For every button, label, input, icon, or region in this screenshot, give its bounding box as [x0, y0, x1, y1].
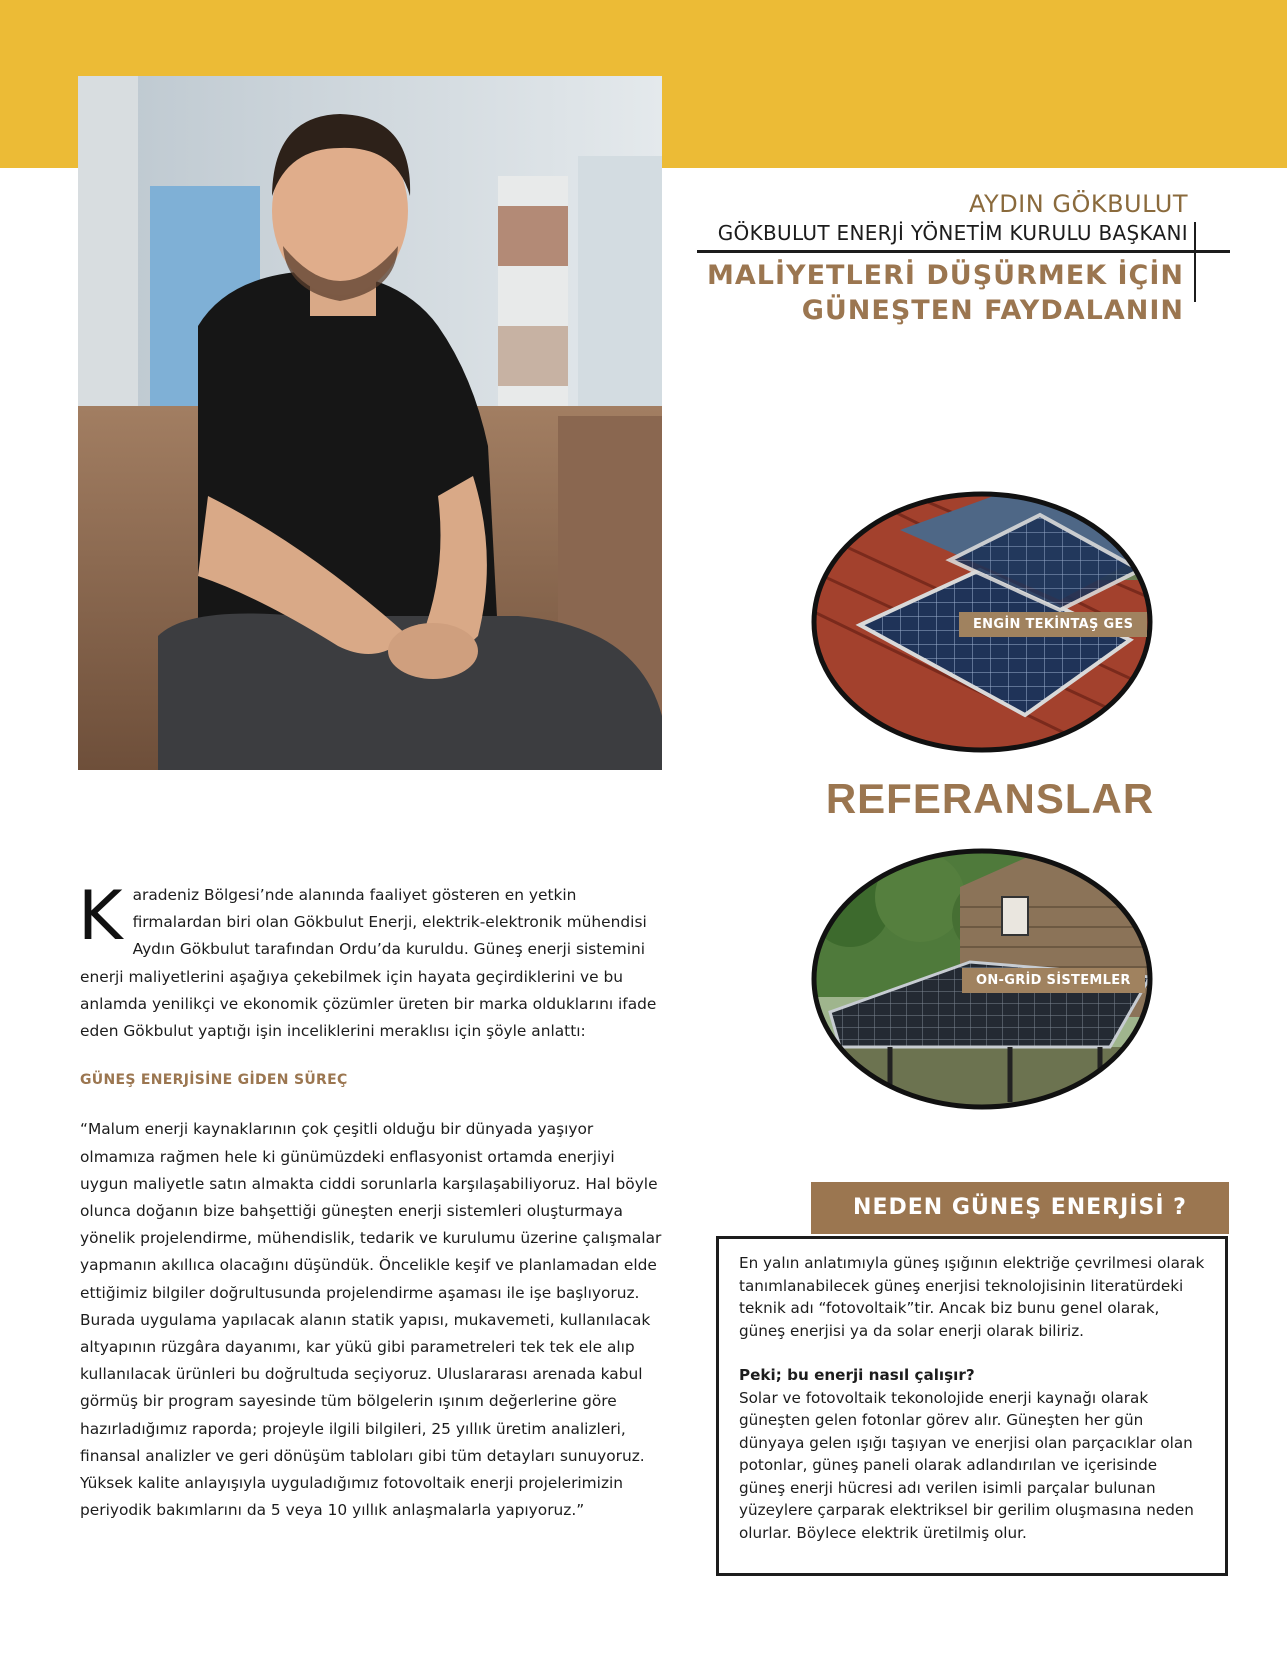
- sidebar-title: NEDEN GÜNEŞ ENERJİSİ ?: [811, 1182, 1229, 1234]
- article-intro: [78, 877, 666, 1045]
- intro-text: aradeniz Bölgesi’nde alanında faaliyet gösteren en yetkin firmalardan biri olan Gökbulut Enerji, elektrik-elektronik mühendisi Aydın Gökbulut tarafından Ordu’da kuruldu. Güneş enerji sistemini enerji maliyetlerini aşağıya çekebilmek için hayata geçirdiklerini ve bu anlamda yenilikçi ve ekonomik çözümler üreten bir marka olduklarını ifade eden Gökbulut yaptığı işin inceliklerini meraklısı için şöyle anlattı:: [80, 886, 657, 1041]
- article-headline: [697, 258, 1184, 328]
- reference-label-2: ON-GRİD SİSTEMLER: [962, 968, 1145, 993]
- drop-cap: K: [78, 877, 123, 956]
- headline-line-2: GÜNEŞTEN FAYDALANIN: [801, 295, 1184, 326]
- article-body: [78, 877, 666, 1524]
- sidebar-question: Peki; bu enerji nasıl çalışır?: [739, 1366, 975, 1384]
- headline-line-1: MALİYETLERİ DÜŞÜRMEK İÇİN: [707, 260, 1184, 291]
- article-subheading: GÜNEŞ ENERJİSİNE GİDEN SÜREÇ: [80, 1072, 348, 1089]
- reference-label-1: ENGİN TEKİNTAŞ GES: [959, 612, 1147, 637]
- person-name: AYDIN GÖKBULUT: [968, 190, 1188, 218]
- article-quote: “Malum enerji kaynaklarının çok çeşitli olduğu bir dünyada yaşıyor olmamıza rağmen hele ki günümüzdeki enflasyonist ortamda enerjiyi uygun maliyetle satın almakta ciddi sorunlarla karşılaşabiliyoruz. Hal böyle olunca doğanın bize bahşettiği güneşten enerji sistemleri oluşturmaya yönelik projelendirme, mühendislik, tedarik ve kurulumu üzerine çalışmalar yapmanın akıllıca olacağını düşündük. Öncelikle keşif ve planlamadan elde ettiğimiz bilgiler doğrultusunda projelendirme aşaması ile işe başlıyoruz. Burada uygulama yapılacak alanın statik yapısı, mukavemeti, kullanılacak altyapının rüzgâra dayanımı, kar yükü gibi parametreleri tek tek ele alıp kullanılacak ürünleri bu doğrultuda seçiyoruz. Uluslararası arenada kabul görmüş bir program sayesinde tüm bölgelerin ışınım değerlerine göre hazırladığımız raporda; projeyle ilgili bilgileri, 25 yıllık üretim analizleri, finansal analizler ve geri dönüşüm tabloları gibi tüm detayları sunuyoruz. Yüksek kalite anlayışıyla uyguladığımız fotovoltaik enerji projelerimizin periyodik bakımlarını da 5 veya 10 yıllık anlaşmalarla yapıyoruz.”: [80, 1120, 662, 1520]
- divider-horizontal: [697, 250, 1230, 253]
- references-title: REFERANSLAR: [825, 775, 1155, 822]
- person-role: GÖKBULUT ENERJİ YÖNETİM KURULU BAŞKANI: [717, 221, 1188, 245]
- portrait-photo: [78, 76, 662, 770]
- divider-vertical: [1194, 222, 1196, 302]
- sidebar-paragraph-2: Solar ve fotovoltaik tekonolojide enerji kaynağı olarak güneşten gelen fotonlar görev alır. Güneşten her gün dünyaya gelen ışığı taşıyan ve enerjisi olan parçacıklar olan potonlar, güneş paneli olarak adlandırılan ve içerisinde güneş enerji hücresi adı verilen isimli parçalar bulunan yüzeylere çarparak elektriksel bir gerilim oluşmasına neden olurlar. Böylece elektrik üretilmiş olur.: [739, 1388, 1194, 1542]
- sidebar-box: [716, 1236, 1228, 1576]
- sidebar-paragraph-1: En yalın anlatımıyla güneş ışığının elektriğe çevrilmesi olarak tanımlanabilecek güneş enerjisi teknolojisinin literatürdeki teknik adı “fotovoltaik”tir. Ancak biz bunu genel olarak, güneş enerjisi ya da solar enerji olarak biliriz.: [739, 1254, 1205, 1340]
